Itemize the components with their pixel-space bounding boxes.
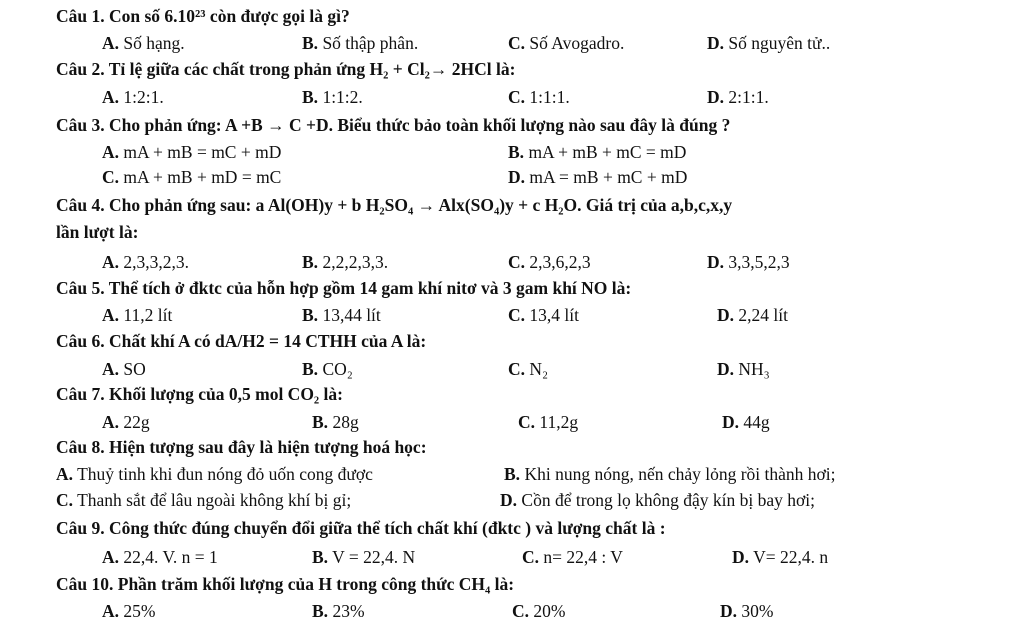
question-text: Chất khí A có dA/H2 = 14 CTHH của A là: xyxy=(109,331,427,351)
option-b: B. Khi nung nóng, nến chảy lỏng rồi thành hơi; xyxy=(504,464,836,484)
option-c: C. N₂ xyxy=(508,359,549,379)
question-text: Cho phản ứng: A +B → C +D. Biểu thức bảo toàn khối lượng nào sau đây là đúng ? xyxy=(109,115,731,135)
question-3 xyxy=(56,115,730,136)
question-title: Câu 5. xyxy=(56,278,105,298)
question-text: Tỉ lệ giữa các chất trong phản ứng H₂ + Cl₂→ 2HCl là: xyxy=(108,59,516,79)
question-5 xyxy=(56,278,631,299)
question-4-continued: lần lượt là: xyxy=(56,222,139,242)
question-2 xyxy=(56,59,515,80)
option-d: D. NH₃ xyxy=(717,359,770,379)
option-d: D. 44g xyxy=(722,412,770,432)
question-title: Câu 7. xyxy=(56,384,105,404)
question-title: Câu 9. xyxy=(56,518,105,538)
option-c: C. mA + mB + mD = mC xyxy=(102,167,282,187)
question-4 xyxy=(56,195,732,216)
option-b: B. 1:1:2. xyxy=(302,87,363,107)
option-c: C. 11,2g xyxy=(518,412,579,432)
option-b: B. Số thập phân. xyxy=(302,33,419,53)
question-text: Công thức đúng chuyển đổi giữa thể tích chất khí (đktc ) và lượng chất là : xyxy=(109,518,666,538)
option-a: A. SO xyxy=(102,359,146,379)
option-a: A. 22,4. V. n = 1 xyxy=(102,547,218,567)
question-title: Câu 8. xyxy=(56,437,105,457)
option-d: D. 30% xyxy=(720,601,774,621)
question-title: Câu 2. xyxy=(56,59,105,79)
question-title: Câu 10. xyxy=(56,574,114,594)
option-d: D. V= 22,4. n xyxy=(732,547,829,567)
question-text: Hiện tượng sau đây là hiện tượng hoá học: xyxy=(109,437,427,457)
option-a: A. 1:2:1. xyxy=(102,87,164,107)
option-b: B. mA + mB + mC = mD xyxy=(508,142,687,162)
question-1 xyxy=(56,6,350,27)
question-10 xyxy=(56,574,514,595)
option-b: B. 2,2,2,3,3. xyxy=(302,252,389,272)
option-c: C. Thanh sắt để lâu ngoài không khí bị gỉ; xyxy=(56,490,352,510)
question-8 xyxy=(56,437,427,458)
option-c: C. n= 22,4 : V xyxy=(522,547,623,567)
option-a: A. 25% xyxy=(102,601,156,621)
question-9 xyxy=(56,518,666,539)
option-d: D. 2,24 lít xyxy=(717,305,788,325)
option-b: B. 13,44 lít xyxy=(302,305,381,325)
question-title: Câu 1. xyxy=(56,6,105,26)
option-d: D. Cồn để trong lọ không đậy kín bị bay hơi; xyxy=(500,490,815,510)
question-text: Con số 6.10²³ còn được gọi là gì? xyxy=(109,6,350,26)
option-a: A. Số hạng. xyxy=(102,33,185,53)
option-c: C. 13,4 lít xyxy=(508,305,579,325)
question-title: Câu 6. xyxy=(56,331,105,351)
option-a: A. 22g xyxy=(102,412,150,432)
question-7 xyxy=(56,384,343,405)
question-6 xyxy=(56,331,426,352)
option-c: C. 2,3,6,2,3 xyxy=(508,252,591,272)
question-text: Cho phản ứng sau: a Al(OH)y + b H₂SO₄ → Alx(SO₄)y + c H₂O. Giá trị của a,b,c,x,y xyxy=(109,195,733,215)
option-b: B. V = 22,4. N xyxy=(312,547,416,567)
option-d: D. Số nguyên tử.. xyxy=(707,33,831,53)
option-a: A. Thuỷ tinh khi đun nóng đỏ uốn cong được xyxy=(56,464,373,484)
question-text: Phần trăm khối lượng của H trong công thức CH₄ là: xyxy=(117,574,515,594)
option-c: C. 20% xyxy=(512,601,566,621)
option-b: B. 23% xyxy=(312,601,365,621)
option-d: D. mA = mB + mC + mD xyxy=(508,167,688,187)
option-c: C. Số Avogadro. xyxy=(508,33,625,53)
option-b: B. 28g xyxy=(312,412,359,432)
question-title: Câu 3. xyxy=(56,115,105,135)
option-d: D. 3,3,5,2,3 xyxy=(707,252,790,272)
option-c: C. 1:1:1. xyxy=(508,87,570,107)
question-text: Thể tích ở đktc của hỗn hợp gồm 14 gam khí nitơ và 3 gam khí NO là: xyxy=(108,278,632,298)
question-title: Câu 4. xyxy=(56,195,105,215)
option-a: A. 11,2 lít xyxy=(102,305,173,325)
option-d: D. 2:1:1. xyxy=(707,87,769,107)
option-b: B. CO₂ xyxy=(302,359,353,379)
option-a: A. mA + mB = mC + mD xyxy=(102,142,282,162)
option-a: A. 2,3,3,2,3. xyxy=(102,252,190,272)
question-text: Khối lượng của 0,5 mol CO₂ là: xyxy=(109,384,343,404)
